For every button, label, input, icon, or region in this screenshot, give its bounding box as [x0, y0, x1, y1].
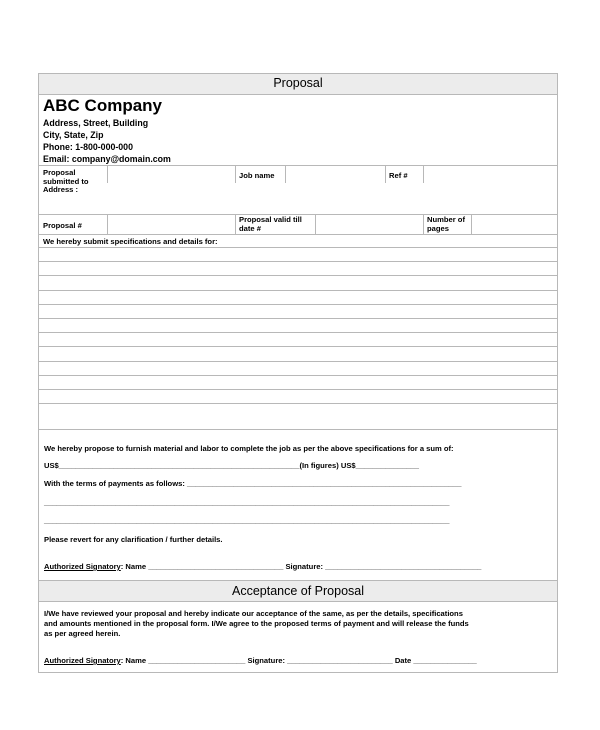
signatory-fields: : Name ________________________________ Signature: _____________________________________	[120, 562, 482, 571]
spec-rule-line	[39, 332, 557, 333]
spec-rule-line	[39, 304, 557, 305]
label-job-name: Job name	[239, 171, 275, 180]
label-valid-till: Proposal valid till date #	[239, 215, 302, 233]
label-address: Address :	[43, 185, 79, 194]
acceptance-signatory-line	[44, 656, 477, 665]
signatory-line	[44, 562, 481, 571]
spec-rule-line	[39, 261, 557, 262]
spec-rule-line	[39, 389, 557, 390]
spec-rule-line	[39, 361, 557, 362]
spec-rule-line	[39, 403, 557, 404]
company-phone: Phone: 1-800-000-000	[43, 142, 133, 152]
acceptance-title: Acceptance of Proposal	[39, 581, 557, 601]
proposal-form	[38, 73, 558, 673]
divider	[285, 165, 286, 183]
proposal-title: Proposal	[39, 74, 557, 94]
divider	[235, 214, 236, 234]
amount-line: US$_________________________________________________________(In figures) US$_______________	[44, 461, 419, 470]
signatory-label: Authorized Signatory	[44, 562, 121, 571]
company-city-line: City, State, Zip	[43, 130, 104, 140]
acceptance-paragraph-line: as per agreed herein.	[44, 629, 121, 638]
divider	[315, 214, 316, 234]
specs-intro: We hereby submit specifications and details for:	[43, 237, 218, 246]
label-proposal-number: Proposal #	[43, 221, 82, 230]
spec-rule-line	[39, 275, 557, 276]
divider	[235, 165, 236, 183]
divider	[39, 234, 557, 235]
blank-line: ________________________________________________________________________________________________	[44, 498, 450, 507]
company-address-line: Address, Street, Building	[43, 118, 149, 128]
divider	[471, 214, 472, 234]
divider	[423, 165, 424, 183]
acceptance-paragraph-line: I/We have reviewed your proposal and hereby indicate our acceptance of the same, as per the details, specifications	[44, 609, 463, 618]
spec-rule-line	[39, 346, 557, 347]
divider	[385, 165, 386, 183]
divider	[423, 214, 424, 234]
divider	[39, 429, 557, 430]
acceptance-signatory-label: Authorized Signatory	[44, 656, 121, 665]
clarification-note: Please revert for any clarification / further details.	[44, 535, 223, 544]
payment-terms-line: With the terms of payments as follows: _________________________________________________________________	[44, 479, 462, 488]
divider	[39, 601, 557, 602]
acceptance-paragraph-line: and amounts mentioned in the proposal form. I/We agree to the proposed terms of payment and will release the funds	[44, 619, 469, 628]
divider	[107, 165, 108, 183]
blank-line: ________________________________________________________________________________________________	[44, 516, 450, 525]
spec-rule-line	[39, 318, 557, 319]
label-submitted-to: Proposal submitted to	[43, 168, 89, 186]
spec-rule-line	[39, 290, 557, 291]
divider	[39, 94, 557, 95]
acceptance-signatory-fields: : Name _______________________ Signature: _________________________ Date _______________	[120, 656, 477, 665]
divider	[107, 214, 108, 234]
company-email: Email: company@domain.com	[43, 154, 171, 164]
spec-rule-line	[39, 375, 557, 376]
company-name: ABC Company	[43, 96, 163, 115]
label-number-of-pages: Number of pages	[427, 215, 465, 233]
label-ref: Ref #	[389, 171, 408, 180]
divider	[39, 165, 557, 166]
propose-text: We hereby propose to furnish material and labor to complete the job as per the above specifications for a sum of:	[44, 444, 454, 453]
spec-rule-line	[39, 247, 557, 248]
